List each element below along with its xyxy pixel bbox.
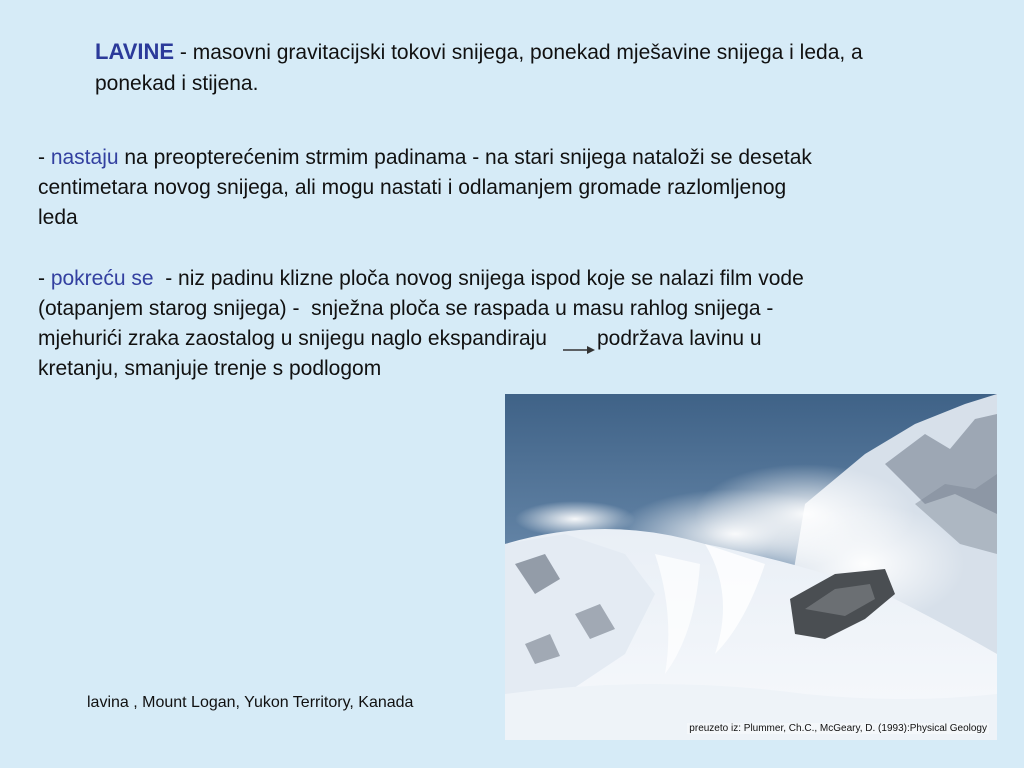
avalanche-illustration (505, 394, 997, 740)
paragraph-formation (38, 143, 818, 233)
bullet-dash: - (38, 146, 51, 169)
keyword-nastaju: nastaju (50, 146, 119, 169)
arrow-right-icon (563, 334, 595, 348)
photo-caption: lavina , Mount Logan, Yukon Territory, Kanada (87, 694, 414, 711)
avalanche-photo (505, 394, 997, 740)
paragraph-triggering-text: - niz padinu klizne ploča novog snijega ispod koje se nalazi film vode (otapanjem starog snijega) - snježna ploča se raspada u masu rahlog snijega - mjehurići zraka zaostalog u snijegu naglo ekspandiraju (38, 267, 810, 350)
photo-credit: preuzeto iz: Plummer, Ch.C., McGeary, D. (1993):Physical Geology (689, 723, 987, 734)
title-keyword: LAVINE (95, 39, 175, 64)
paragraph-triggering-result: podržava lavinu u kretanju, smanjuje trenje s podlogom (38, 327, 762, 380)
slide-title (95, 36, 895, 99)
paragraph-triggering (38, 264, 818, 384)
keyword-pokrecu-se: pokreću se (50, 267, 154, 290)
paragraph-formation-text: na preopterećenim strmim padinama - na stari snijega nataloži se desetak centimetara novog snijega, ali mogu nastati i odlamanjem gromade razlomljenog leda (38, 146, 812, 229)
title-definition: - masovni gravitacijski tokovi snijega, ponekad mješavine snijega i leda, a ponekad i stijena. (95, 41, 863, 95)
bullet-dash: - (38, 267, 51, 290)
